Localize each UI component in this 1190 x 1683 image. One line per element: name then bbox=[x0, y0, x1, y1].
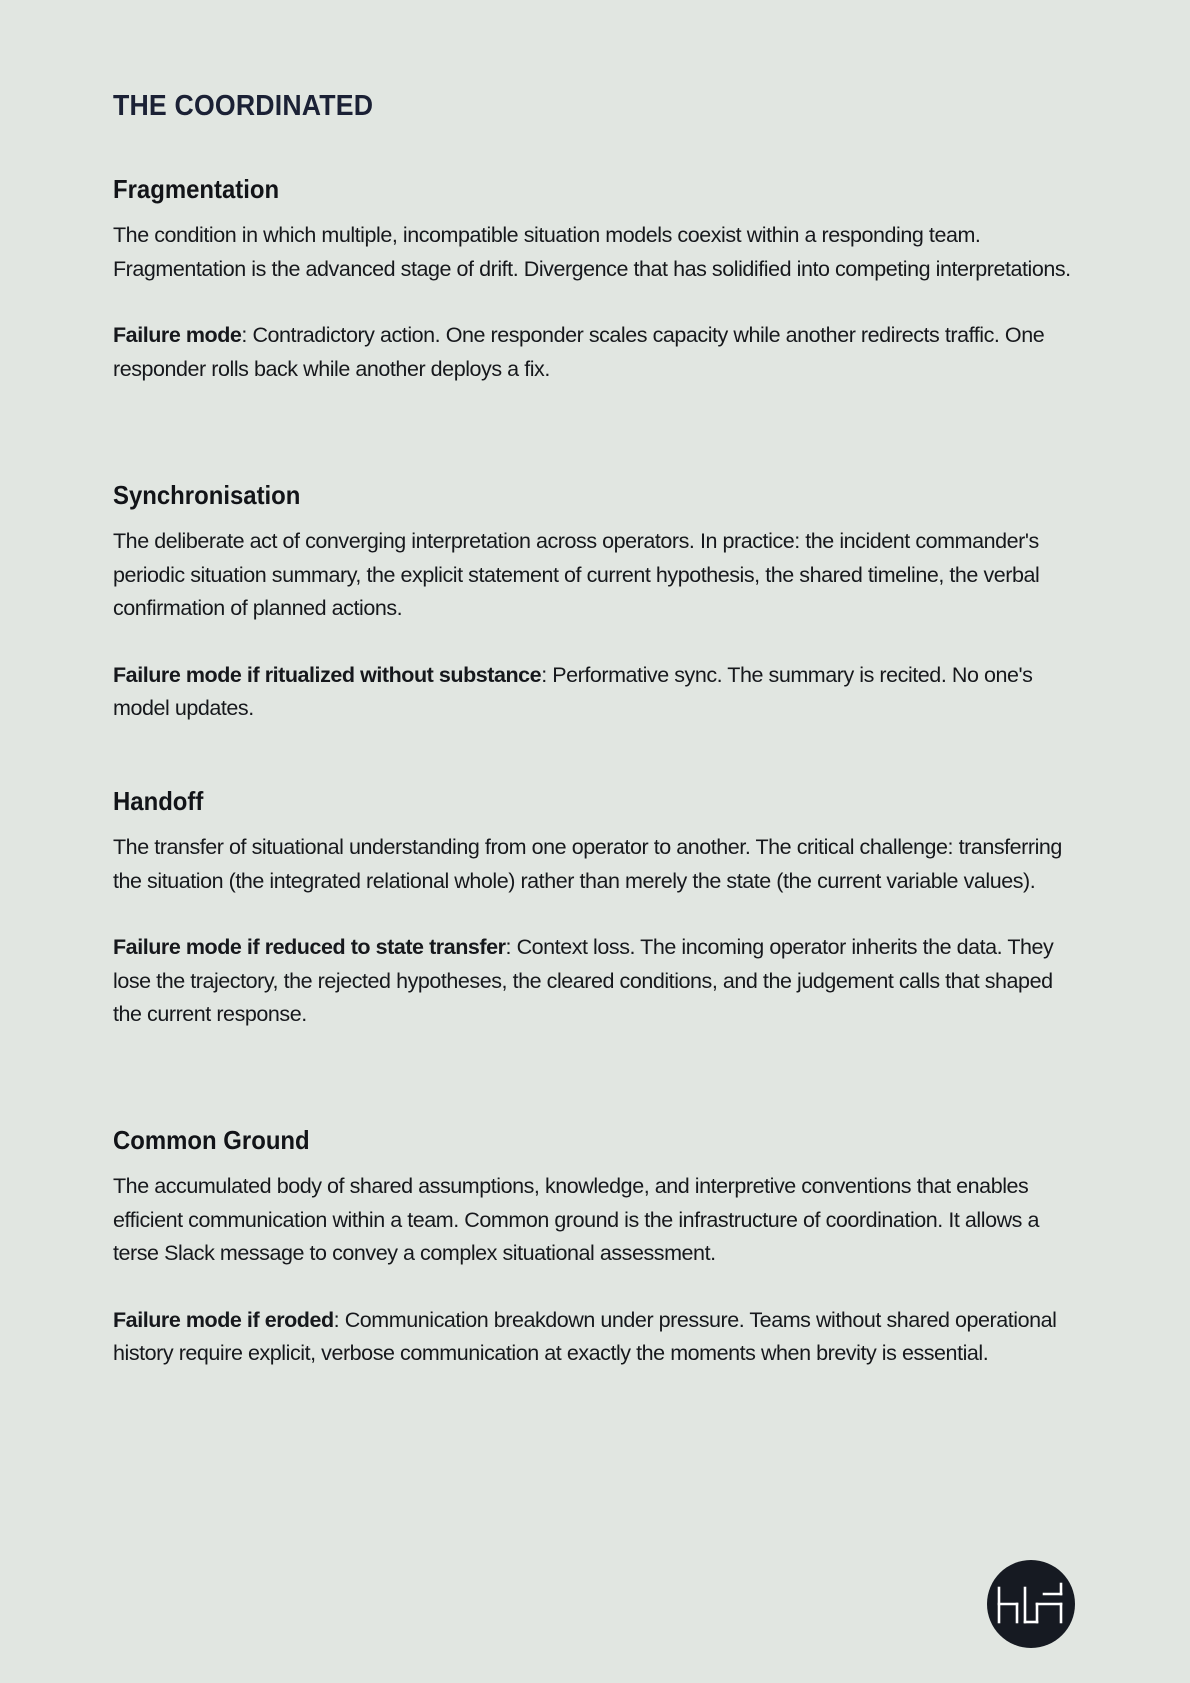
section-heading: Common Ground bbox=[113, 1125, 310, 1155]
section-heading: Fragmentation bbox=[113, 174, 280, 204]
section-handoff bbox=[113, 783, 1081, 1032]
section-definition: The condition in which multiple, incompatible situation models coexist within a responding team. Fragmentation is the advanced stage of drift. Divergence that has solidified into competing interpretations. bbox=[113, 223, 1071, 281]
section-definition: The transfer of situational understanding from one operator to another. The critical challenge: transferring the situation (the integrated relational whole) rather than merely the state (the current variable values). bbox=[113, 835, 1062, 893]
section-definition: The deliberate act of converging interpretation across operators. In practice: the incident commander's periodic situation summary, the explicit statement of current hypothesis, the shared timeline, the verbal confirmation of planned actions. bbox=[113, 529, 1040, 620]
section-fragmentation bbox=[113, 171, 1081, 386]
hla-logo bbox=[987, 1560, 1075, 1648]
failure-mode-text: : Performative sync. The summary is recited. No one's model updates. bbox=[113, 662, 1033, 720]
section-synchronisation bbox=[113, 477, 1081, 726]
failure-mode-label: Failure mode bbox=[113, 323, 242, 347]
failure-mode-label: Failure mode if ritualized without substance bbox=[113, 662, 542, 687]
failure-mode-paragraph bbox=[113, 319, 1081, 386]
failure-mode-text: : Communication breakdown under pressure. Teams without shared operational history require explicit, verbose communication at exactly the moments when brevity is essential. bbox=[113, 1307, 1057, 1365]
failure-mode-paragraph bbox=[113, 1304, 1081, 1371]
failure-mode-paragraph bbox=[113, 659, 1081, 726]
failure-mode-text: : Contradictory action. One responder scales capacity while another redirects traffic. One responder rolls back while another deploys a fix. bbox=[113, 323, 1045, 381]
section-common-ground bbox=[113, 1122, 1081, 1371]
document-title: THE COORDINATED bbox=[113, 90, 374, 122]
failure-mode-paragraph bbox=[113, 931, 1081, 1032]
section-heading: Synchronisation bbox=[113, 480, 301, 510]
failure-mode-label: Failure mode if eroded bbox=[113, 1307, 334, 1332]
section-heading: Handoff bbox=[113, 786, 204, 816]
hla-logo-mark bbox=[987, 1560, 1075, 1648]
section-definition: The accumulated body of shared assumptions, knowledge, and interpretive conventions that enables efficient communication within a team. Common ground is the infrastructure of coordination. It allows a terse Slack message to convey a complex situational assessment. bbox=[113, 1174, 1040, 1265]
failure-mode-label: Failure mode if reduced to state transfer bbox=[113, 935, 506, 959]
failure-mode-text: : Context loss. The incoming operator inherits the data. They lose the trajectory, the rejected hypotheses, the cleared conditions, and the judgement calls that shaped the current response. bbox=[113, 935, 1054, 1026]
